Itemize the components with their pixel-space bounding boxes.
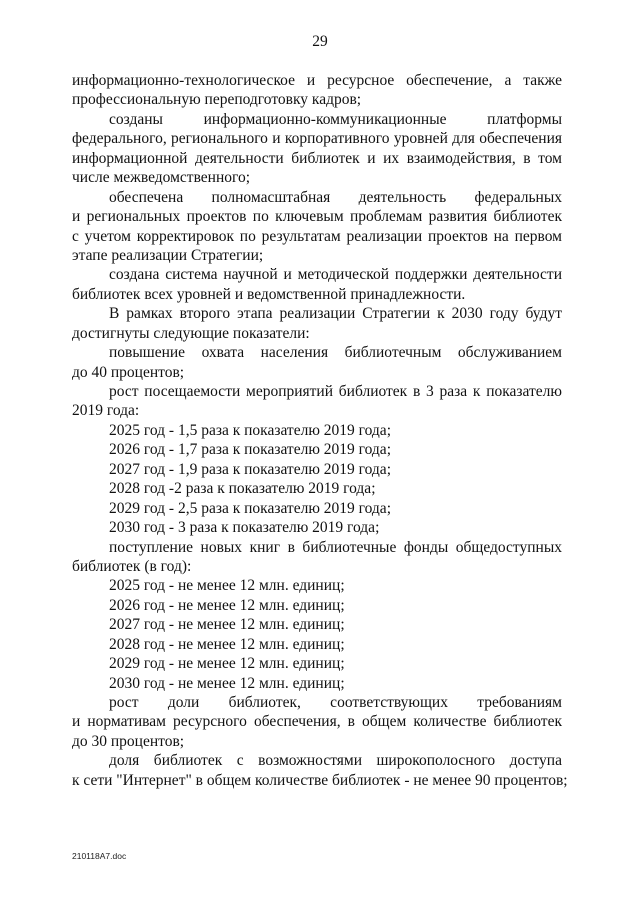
text-line: к сети "Интернет" в общем количестве библиотек - не менее 90 процентов; <box>72 771 568 789</box>
text-line: профессиональную переподготовку кадров; <box>72 91 362 109</box>
text-line: 2030 год - 3 раза к показателю 2019 года; <box>109 519 380 537</box>
text-line: обеспечена полномасштабная деятельность федеральных <box>109 188 562 206</box>
text-line: до 30 процентов; <box>72 732 185 750</box>
text-line: федерального, регионального и корпоративного уровней для обеспечения <box>72 130 562 148</box>
text-line: В рамках второго этапа реализации Стратегии к 2030 году будут <box>109 305 562 323</box>
text-line: информационно-технологическое и ресурсное обеспечение, а также <box>72 72 562 89</box>
text-line: библиотек (в год): <box>72 557 192 575</box>
page-number: 29 <box>312 33 328 50</box>
text-line: библиотек всех уровней и ведомственной принадлежности. <box>72 285 466 303</box>
text-line: информационной деятельности библиотек и их взаимодействия, в том <box>72 149 562 167</box>
text-line: 2028 год -2 раза к показателю 2019 года; <box>109 480 376 498</box>
text-line: 2030 год - не менее 12 млн. единиц; <box>109 674 345 692</box>
text-line: рост доли библиотек, соответствующих требованиям <box>109 694 562 711</box>
text-line: 2027 год - 1,9 раза к показателю 2019 года; <box>109 460 391 478</box>
text-line: и региональных проектов по ключевым проблемам развития библиотек <box>72 208 562 226</box>
text-line: 2026 год - не менее 12 млн. единиц; <box>109 596 345 614</box>
text-line: 2019 года: <box>72 402 140 420</box>
text-line: рост посещаемости мероприятий библиотек в 3 раза к показателю <box>109 383 562 400</box>
text-line: 2028 год - не менее 12 млн. единиц; <box>109 635 345 653</box>
text-line: повышение охвата населения библиотечным обслуживанием <box>109 344 562 362</box>
text-line: этапе реализации Стратегии; <box>72 246 264 264</box>
text-line: с учетом корректировок по результатам реализации проектов на первом <box>72 227 562 245</box>
text-line: создана система научной и методической поддержки деятельности <box>109 266 562 284</box>
text-line: 2029 год - не менее 12 млн. единиц; <box>109 655 345 673</box>
text-line: 2025 год - 1,5 раза к показателю 2019 года; <box>109 421 391 439</box>
text-line: созданы информационно-коммуникационные платформы <box>109 110 562 128</box>
text-line: 2029 год - 2,5 раза к показателю 2019 года; <box>109 499 391 517</box>
text-line: и нормативам ресурсного обеспечения, в общем количестве библиотек <box>72 713 562 731</box>
text-line: числе межведомственного; <box>72 169 251 187</box>
text-line: 2026 год - 1,7 раза к показателю 2019 года; <box>109 441 391 459</box>
text-line: достигнуты следующие показатели: <box>72 324 310 342</box>
text-line: 2025 год - не менее 12 млн. единиц; <box>109 577 345 595</box>
text-line: 2027 год - не менее 12 млн. единиц; <box>109 616 345 634</box>
text-line: до 40 процентов; <box>72 363 185 381</box>
text-line: доля библиотек с возможностями широкополосного доступа <box>109 752 562 770</box>
document-body <box>72 71 568 790</box>
file-name-footer: 210118A7.doc <box>72 851 127 861</box>
text-line: поступление новых книг в библиотечные фонды общедоступных <box>109 538 562 556</box>
